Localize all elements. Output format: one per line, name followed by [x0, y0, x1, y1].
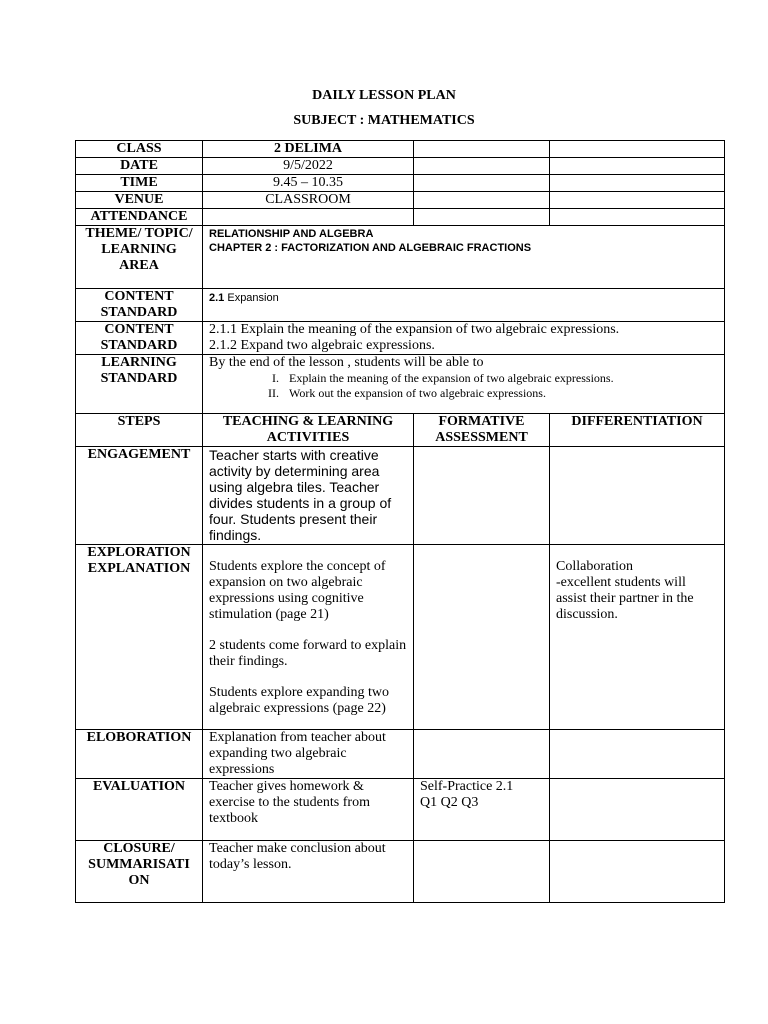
empty-cell [550, 192, 725, 209]
empty-cell [550, 158, 725, 175]
engagement-activity: Teacher starts with creative activity by determining area using algebra tiles. Teacher divides students in a group of four. Students present their findings. [203, 447, 414, 545]
theme-line-2: CHAPTER 2 : FACTORIZATION AND ALGEBRAIC FRACTIONS [209, 242, 532, 254]
elaboration-label: ELOBORATION [76, 730, 203, 779]
content-standard-row-1 [76, 289, 725, 322]
theme-label: THEME/ TOPIC/ LEARNING AREA [76, 226, 203, 289]
assessment-line: Self-Practice 2.1 [420, 779, 514, 794]
empty-cell [550, 841, 725, 903]
evaluation-row [76, 779, 725, 841]
lesson-plan-table [75, 140, 725, 903]
theme-content [203, 226, 725, 289]
list-item [209, 386, 718, 401]
elaboration-row [76, 730, 725, 779]
exploration-paragraph: Students explore expanding two algebraic expressions (page 22) [209, 685, 390, 716]
empty-cell [550, 447, 725, 545]
empty-cell [550, 141, 725, 158]
evaluation-assessment [414, 779, 550, 841]
subject-heading: SUBJECT : MATHEMATICS [293, 113, 475, 128]
content-standard-line-2: 2.1.2 Expand two algebraic expressions. [209, 338, 435, 353]
learning-standard-label: LEARNING STANDARD [76, 355, 203, 414]
list-number: I. [272, 371, 279, 385]
class-row [76, 141, 725, 158]
differentiation-title: Collaboration [556, 559, 633, 574]
list-item [209, 371, 718, 386]
closure-row [76, 841, 725, 903]
document-title: DAILY LESSON PLAN [312, 88, 456, 103]
differentiation-text: -excellent students will assist their partner in the discussion. [556, 575, 694, 622]
theme-line-1: RELATIONSHIP AND ALGEBRA [209, 228, 374, 240]
learning-standard-content [203, 355, 725, 414]
theme-row [76, 226, 725, 289]
content-standard-label: CONTENT STANDARD [76, 322, 203, 355]
empty-cell [414, 192, 550, 209]
learning-standard-intro: By the end of the lesson , students will be able to [209, 355, 484, 370]
empty-cell [203, 209, 414, 226]
elaboration-activity: Explanation from teacher about expanding two algebraic expressions [203, 730, 414, 779]
engagement-row [76, 447, 725, 545]
evaluation-activity: Teacher gives homework & exercise to the students from textbook [203, 779, 414, 841]
content-standard-label: CONTENT STANDARD [76, 289, 203, 322]
closure-label: CLOSURE/ SUMMARISATI ON [76, 841, 203, 903]
exploration-paragraph: 2 students come forward to explain their findings. [209, 638, 407, 669]
venue-row [76, 192, 725, 209]
time-value: 9.45 – 10.35 [203, 175, 414, 192]
content-standard-text: Expansion [224, 292, 279, 304]
differentiation-header: DIFFERENTIATION [550, 414, 725, 447]
empty-cell [414, 730, 550, 779]
empty-cell [550, 175, 725, 192]
time-row [76, 175, 725, 192]
empty-cell [414, 841, 550, 903]
list-text: Explain the meaning of the expansion of two algebraic expressions. [289, 371, 614, 385]
assessment-header: FORMATIVE ASSESSMENT [414, 414, 550, 447]
exploration-label: EXPLORATION EXPLANATION [76, 545, 203, 730]
empty-cell [414, 209, 550, 226]
list-number: II. [268, 386, 279, 400]
empty-cell [550, 779, 725, 841]
closure-activity: Teacher make conclusion about today’s lesson. [203, 841, 414, 903]
empty-cell [414, 175, 550, 192]
attendance-label: ATTENDANCE [76, 209, 203, 226]
class-value: 2 DELIMA [203, 141, 414, 158]
content-standard-number: 2.1 [209, 292, 225, 304]
date-label: DATE [76, 158, 203, 175]
empty-cell [550, 209, 725, 226]
evaluation-label: EVALUATION [76, 779, 203, 841]
empty-cell [414, 158, 550, 175]
exploration-differentiation [550, 545, 725, 730]
activities-header: TEACHING & LEARNING ACTIVITIES [203, 414, 414, 447]
venue-value: CLASSROOM [203, 192, 414, 209]
empty-cell [414, 447, 550, 545]
date-value: 9/5/2022 [203, 158, 414, 175]
learning-standard-row [76, 355, 725, 414]
attendance-row [76, 209, 725, 226]
time-label: TIME [76, 175, 203, 192]
empty-cell [550, 730, 725, 779]
list-text: Work out the expansion of two algebraic expressions. [289, 386, 546, 400]
content-standard-1-content [203, 289, 725, 322]
content-standard-row-2 [76, 322, 725, 355]
empty-cell [414, 545, 550, 730]
exploration-row [76, 545, 725, 730]
class-label: CLASS [76, 141, 203, 158]
exploration-activity [203, 545, 414, 730]
column-header-row [76, 414, 725, 447]
assessment-line: Q1 Q2 Q3 [420, 795, 479, 810]
exploration-paragraph: Students explore the concept of expansion on two algebraic expressions using cognitive stimulation (page 21) [209, 559, 386, 622]
steps-header: STEPS [76, 414, 203, 447]
date-row [76, 158, 725, 175]
empty-cell [414, 141, 550, 158]
engagement-label: ENGAGEMENT [76, 447, 203, 545]
content-standard-2-content [203, 322, 725, 355]
venue-label: VENUE [76, 192, 203, 209]
content-standard-line-1: 2.1.1 Explain the meaning of the expansion of two algebraic expressions. [209, 322, 620, 337]
